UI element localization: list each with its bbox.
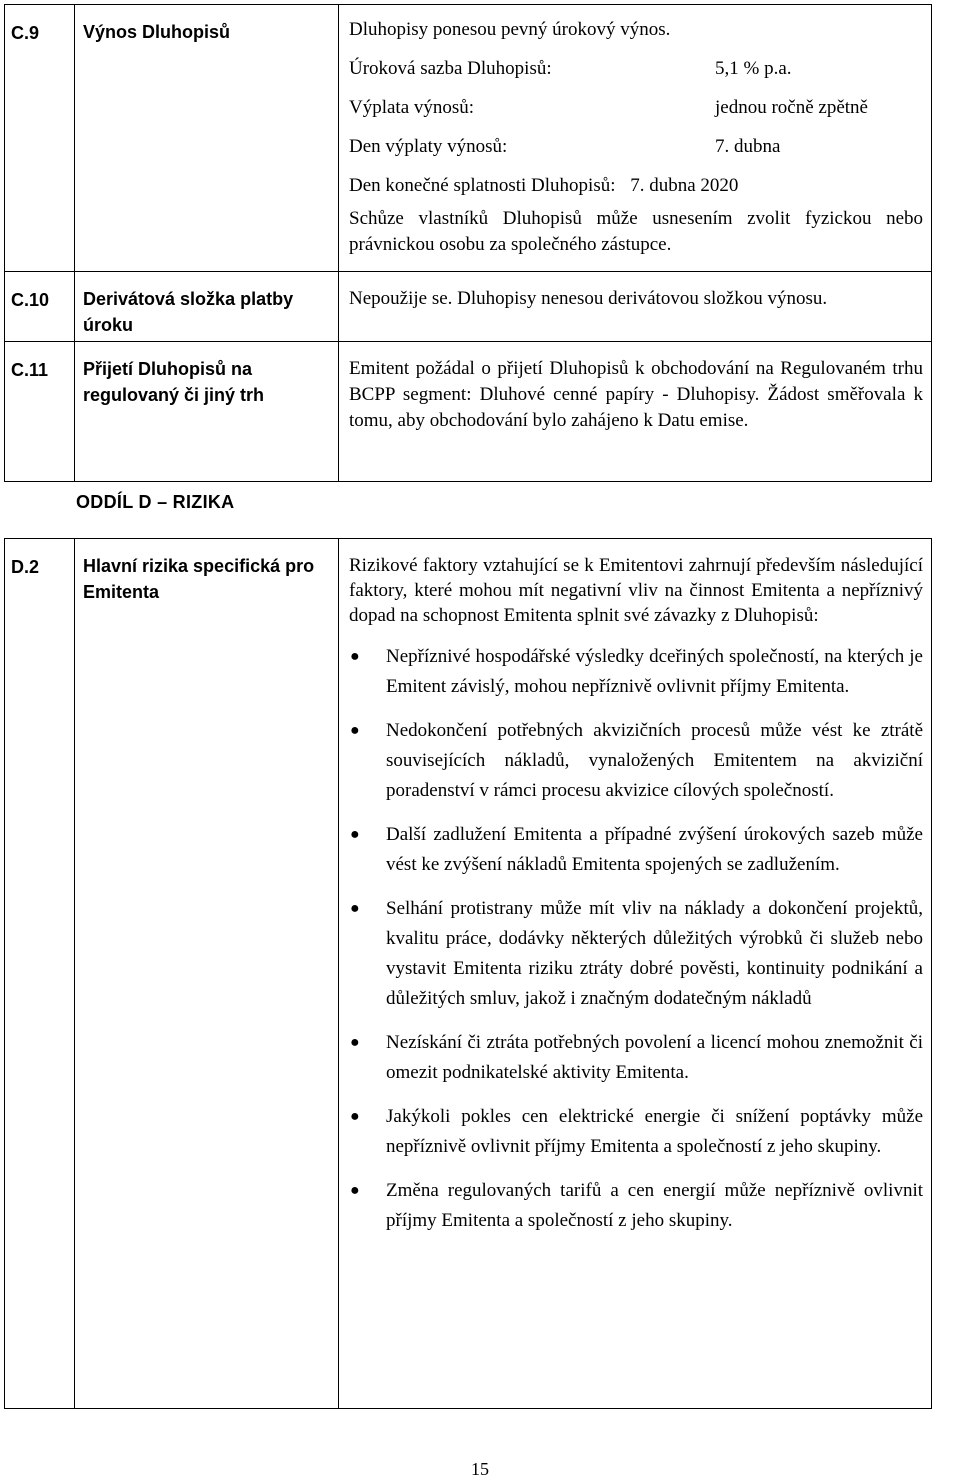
list-item-text: Selhání protistrany může mít vliv na náklady a dokončení projektů, kvalitu práce, dodávky některých důležitých výrobků či služeb nebo vystavit Emitenta riziku ztráty dobré pověsti, kontinuity podnikání a důležitých smluv, jakož i značným dodatečným nákladů: [386, 898, 923, 1009]
table-row-d2: [5, 539, 932, 1409]
row-content: [339, 272, 932, 342]
row-code: C.10: [5, 272, 75, 342]
c9-maturity-row: [349, 166, 923, 205]
row-code: C.11: [5, 342, 75, 482]
kv-value: jednou ročně zpětně: [715, 97, 868, 118]
row-title: Hlavní rizika specifická pro Emitenta: [75, 539, 339, 1409]
bullet-icon: ●: [350, 648, 360, 665]
c9-interest-rate-row: [349, 49, 923, 88]
row-title: Přijetí Dluhopisů na regulovaný či jiný trh: [75, 342, 339, 482]
c9-intro: Dluhopisy ponesou pevný úrokový výnos.: [349, 19, 671, 40]
list-item: [349, 1176, 923, 1236]
kv-label: Úroková sazba Dluhopisů:: [349, 58, 552, 79]
list-item: [349, 894, 923, 1014]
d2-intro: Rizikové faktory vztahující se k Emitentovi zahrnují především následující faktory, které mohou mít negativní vliv na činnost Emitenta a nepříznivý dopad na schopnost Emitenta splnit své závazky z Dluhopisů:: [349, 555, 923, 626]
c10-text: Nepoužije se. Dluhopisy nenesou derivátovou složkou výnosu.: [349, 288, 828, 309]
kv-value: 5,1 % p.a.: [715, 58, 792, 79]
table-row-c9: [5, 5, 932, 272]
kv-value: 7. dubna: [715, 136, 781, 157]
bullet-icon: ●: [350, 1034, 360, 1051]
list-item-text: Nezískání či ztráta potřebných povolení a licencí mohou znemožnit či omezit podnikatelské aktivity Emitenta.: [386, 1032, 923, 1083]
list-item-text: Jakýkoli pokles cen elektrické energie či snížení poptávky může nepříznivě ovlivnit příjmy Emitenta a společností z jeho skupiny.: [386, 1106, 923, 1157]
list-item: [349, 1028, 923, 1088]
bullet-icon: ●: [350, 900, 360, 917]
list-item: [349, 820, 923, 880]
c9-note: Schůze vlastníků Dluhopisů může usnesením zvolit fyzickou nebo právnickou osobu za společného zástupce.: [349, 208, 923, 255]
table-row-c11: [5, 342, 932, 482]
page-number: 15: [471, 1459, 489, 1479]
c9-payment-row: [349, 88, 923, 127]
table-row-c10: [5, 272, 932, 342]
list-item: [349, 642, 923, 702]
summary-table-section-d: [4, 538, 932, 1409]
d2-risk-list: [349, 642, 923, 1236]
row-code: C.9: [5, 5, 75, 272]
list-item-text: Změna regulovaných tarifů a cen energií může nepříznivě ovlivnit příjmy Emitenta a společností z jeho skupiny.: [386, 1180, 923, 1231]
bullet-icon: ●: [350, 1182, 360, 1199]
section-d-heading: ODDÍL D – RIZIKA: [76, 492, 235, 512]
list-item-text: Nepříznivé hospodářské výsledky dceřiných společností, na kterých je Emitent závislý, mohou nepříznivě ovlivnit příjmy Emitenta.: [386, 646, 923, 697]
row-code: D.2: [5, 539, 75, 1409]
kv-label: Den konečné splatnosti Dluhopisů:: [349, 175, 616, 196]
row-content: [339, 342, 932, 482]
row-title: Výnos Dluhopisů: [75, 5, 339, 272]
list-item-text: Další zadlužení Emitenta a případné zvýšení úrokových sazeb může vést ke zvýšení nákladů Emitenta spojených se zadlužením.: [386, 824, 923, 875]
c11-text: Emitent požádal o přijetí Dluhopisů k obchodování na Regulovaném trhu BCPP segment: Dluhové cenné papíry - Dluhopisy. Žádost směřovala k tomu, aby obchodování bylo zahájeno k Datu emise.: [349, 358, 923, 431]
bullet-icon: ●: [350, 1108, 360, 1125]
kv-label: Výplata výnosů:: [349, 97, 475, 118]
list-item: [349, 1102, 923, 1162]
kv-label: Den výplaty výnosů:: [349, 136, 508, 157]
bullet-icon: ●: [350, 826, 360, 843]
summary-table-section-c: [4, 4, 932, 482]
bullet-icon: ●: [350, 722, 360, 739]
row-title: Derivátová složka platby úroku: [75, 272, 339, 342]
list-item: [349, 716, 923, 806]
kv-value: 7. dubna 2020: [630, 175, 739, 196]
list-item-text: Nedokončení potřebných akvizičních procesů může vést ke ztrátě souvisejících nákladů, vynaložených Emitentem na akviziční poradenství v rámci procesu akvizice cílových společností.: [386, 720, 923, 801]
row-content: [339, 5, 932, 272]
c9-payment-day-row: [349, 127, 923, 166]
row-content: [339, 539, 932, 1409]
